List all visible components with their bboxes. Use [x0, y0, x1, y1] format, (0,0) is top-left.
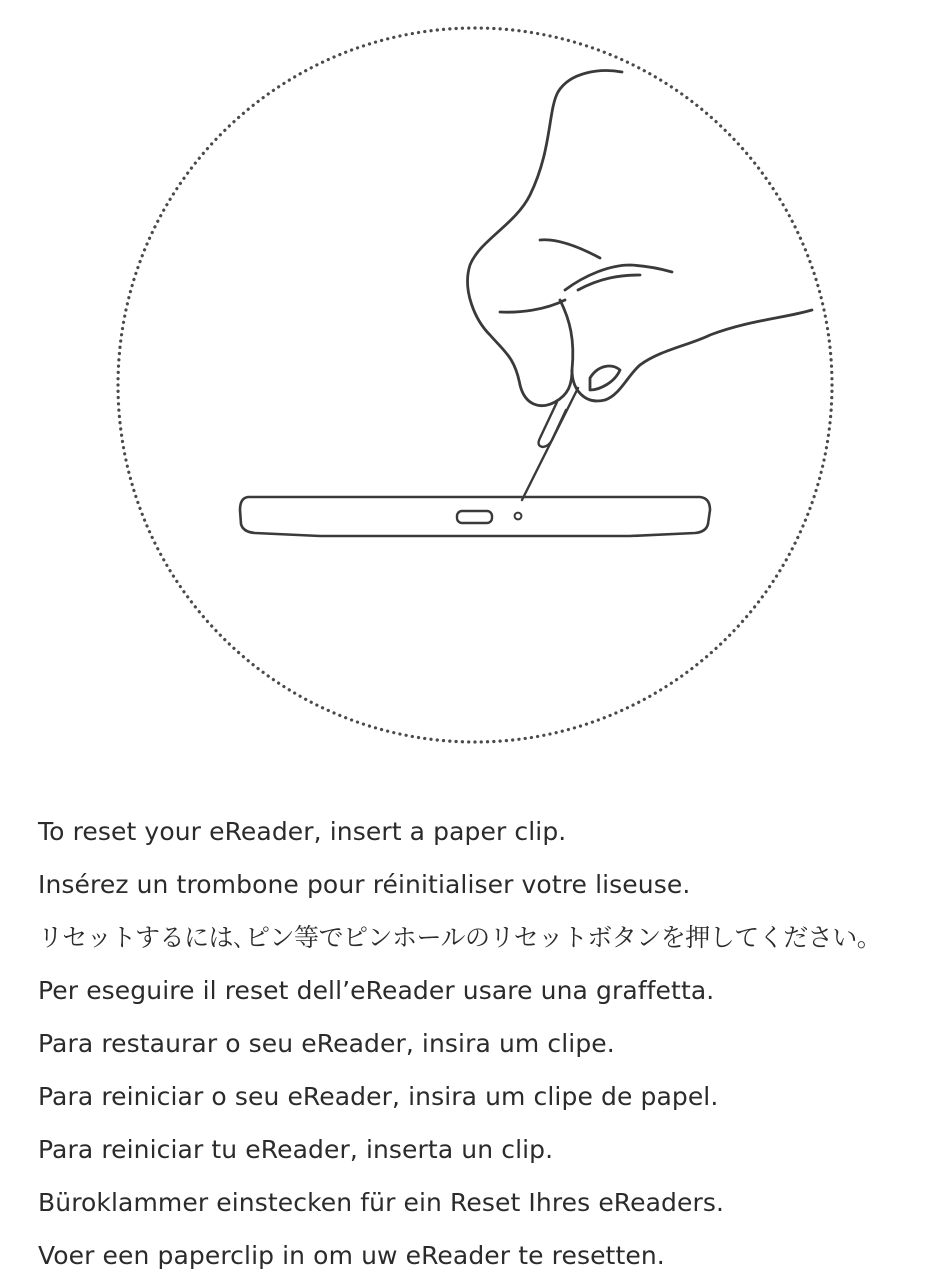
instruction-dutch: Voer een paperclip in om uw eReader te resetten. [38, 1241, 665, 1270]
ereader-device [240, 497, 710, 536]
usb-port-icon [457, 511, 492, 523]
instruction-japanese: リセットするには､ピン等でピンホールのリセットボタンを押してください｡ [38, 923, 869, 952]
reset-pinhole-icon [515, 513, 522, 520]
instruction-english: To reset your eReader, insert a paper clip. [38, 817, 567, 846]
instruction-portuguese-pt: Para restaurar o seu eReader, insira um clipe. [38, 1029, 615, 1058]
hand-icon [468, 71, 812, 406]
instruction-italian: Per eseguire il reset dell’eReader usare una graffetta. [38, 976, 715, 1005]
instruction-portuguese-br: Para reiniciar o seu eReader, insira um clipe de papel. [38, 1082, 719, 1111]
dotted-circle-frame [118, 28, 832, 742]
instruction-french: Insérez un trombone pour réinitialiser votre liseuse. [38, 870, 691, 899]
instruction-spanish: Para reiniciar tu eReader, inserta un clip. [38, 1135, 554, 1164]
instruction-german: Büroklammer einstecken für ein Reset Ihres eReaders. [38, 1188, 725, 1217]
reset-instructions-list [38, 805, 938, 1282]
